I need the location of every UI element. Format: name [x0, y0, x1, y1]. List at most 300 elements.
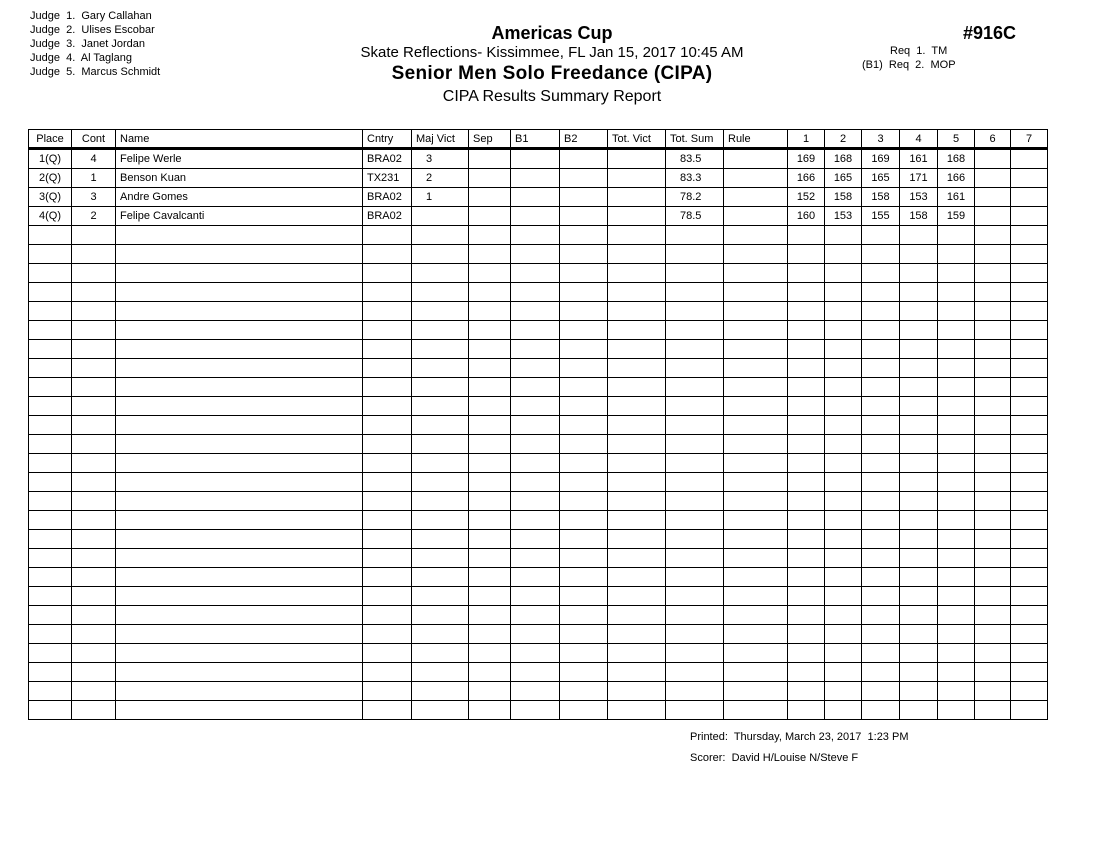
empty-cell — [900, 397, 938, 416]
empty-cell — [825, 454, 862, 473]
cell-judge-5: 166 — [938, 169, 975, 188]
empty-cell — [608, 359, 666, 378]
empty-cell — [29, 264, 72, 283]
judge-2: Judge 2. Ulises Escobar — [30, 24, 155, 36]
results-table — [28, 129, 1048, 720]
empty-cell — [825, 606, 862, 625]
cell-name: Felipe Cavalcanti — [116, 207, 363, 226]
empty-cell — [511, 644, 560, 663]
empty-cell — [560, 302, 608, 321]
empty-cell — [724, 644, 788, 663]
empty-cell — [666, 321, 724, 340]
empty-cell — [825, 473, 862, 492]
cell-judge-6 — [975, 188, 1011, 207]
empty-cell — [788, 492, 825, 511]
cell-judge-2: 153 — [825, 207, 862, 226]
empty-cell — [116, 473, 363, 492]
empty-cell — [363, 321, 412, 340]
empty-cell — [724, 321, 788, 340]
empty-cell — [975, 359, 1011, 378]
empty-cell — [412, 625, 469, 644]
empty-table-row — [29, 302, 1048, 321]
empty-cell — [938, 644, 975, 663]
column-header-name: Name — [116, 130, 363, 149]
empty-cell — [900, 530, 938, 549]
empty-cell — [1011, 587, 1048, 606]
empty-cell — [469, 644, 511, 663]
empty-cell — [862, 435, 900, 454]
empty-cell — [412, 321, 469, 340]
cell-judge-3: 165 — [862, 169, 900, 188]
empty-cell — [1011, 321, 1048, 340]
empty-cell — [560, 587, 608, 606]
cell-sep — [469, 207, 511, 226]
cell-rule — [724, 149, 788, 169]
empty-cell — [724, 245, 788, 264]
empty-cell — [72, 359, 116, 378]
empty-cell — [1011, 625, 1048, 644]
empty-cell — [825, 283, 862, 302]
empty-cell — [938, 492, 975, 511]
empty-cell — [900, 283, 938, 302]
empty-cell — [412, 454, 469, 473]
empty-cell — [608, 606, 666, 625]
empty-cell — [862, 701, 900, 720]
requirement-2: (B1) Req 2. MOP — [862, 59, 956, 71]
empty-cell — [666, 264, 724, 283]
empty-cell — [116, 682, 363, 701]
empty-cell — [666, 473, 724, 492]
empty-cell — [666, 492, 724, 511]
empty-cell — [116, 378, 363, 397]
empty-cell — [938, 283, 975, 302]
empty-cell — [363, 245, 412, 264]
empty-table-row — [29, 226, 1048, 245]
empty-cell — [938, 378, 975, 397]
judge-3: Judge 3. Janet Jordan — [30, 38, 145, 50]
column-header-b2: B2 — [560, 130, 608, 149]
cell-cont: 3 — [72, 188, 116, 207]
cell-judge-3: 169 — [862, 149, 900, 169]
empty-cell — [469, 473, 511, 492]
empty-cell — [975, 416, 1011, 435]
empty-cell — [975, 511, 1011, 530]
empty-table-row — [29, 264, 1048, 283]
empty-cell — [1011, 492, 1048, 511]
empty-cell — [825, 625, 862, 644]
empty-cell — [412, 568, 469, 587]
empty-table-row — [29, 245, 1048, 264]
empty-cell — [938, 416, 975, 435]
empty-cell — [1011, 568, 1048, 587]
empty-cell — [788, 701, 825, 720]
empty-cell — [825, 549, 862, 568]
empty-table-row — [29, 682, 1048, 701]
empty-cell — [116, 701, 363, 720]
empty-cell — [608, 644, 666, 663]
empty-cell — [724, 340, 788, 359]
empty-cell — [511, 378, 560, 397]
cell-rule — [724, 169, 788, 188]
empty-cell — [666, 549, 724, 568]
empty-cell — [608, 454, 666, 473]
empty-cell — [412, 587, 469, 606]
table-row — [29, 169, 1048, 188]
empty-cell — [469, 682, 511, 701]
empty-cell — [608, 625, 666, 644]
empty-cell — [1011, 701, 1048, 720]
empty-cell — [72, 625, 116, 644]
empty-cell — [1011, 340, 1048, 359]
empty-cell — [862, 321, 900, 340]
cell-judge-5: 161 — [938, 188, 975, 207]
empty-cell — [825, 264, 862, 283]
empty-cell — [666, 625, 724, 644]
empty-cell — [363, 435, 412, 454]
empty-cell — [29, 682, 72, 701]
empty-cell — [666, 530, 724, 549]
empty-cell — [29, 663, 72, 682]
column-header-sep: Sep — [469, 130, 511, 149]
empty-cell — [862, 245, 900, 264]
empty-cell — [862, 473, 900, 492]
cell-maj-vict — [412, 207, 469, 226]
empty-cell — [511, 511, 560, 530]
empty-cell — [1011, 644, 1048, 663]
empty-cell — [72, 587, 116, 606]
empty-cell — [862, 511, 900, 530]
empty-cell — [900, 606, 938, 625]
empty-cell — [938, 568, 975, 587]
empty-table-row — [29, 663, 1048, 682]
empty-table-row — [29, 340, 1048, 359]
empty-cell — [469, 530, 511, 549]
empty-cell — [825, 682, 862, 701]
empty-cell — [825, 587, 862, 606]
cell-cntry: TX231 — [363, 169, 412, 188]
empty-cell — [862, 682, 900, 701]
empty-cell — [72, 549, 116, 568]
empty-cell — [116, 530, 363, 549]
empty-cell — [412, 701, 469, 720]
empty-cell — [900, 701, 938, 720]
empty-cell — [560, 435, 608, 454]
empty-cell — [938, 682, 975, 701]
empty-cell — [469, 378, 511, 397]
cell-name: Andre Gomes — [116, 188, 363, 207]
empty-table-row — [29, 625, 1048, 644]
empty-cell — [72, 302, 116, 321]
empty-cell — [1011, 511, 1048, 530]
report-title: CIPA Results Summary Report — [442, 88, 662, 105]
empty-cell — [363, 302, 412, 321]
empty-cell — [116, 321, 363, 340]
empty-cell — [72, 378, 116, 397]
empty-table-row — [29, 435, 1048, 454]
table-header-row — [29, 130, 1048, 149]
empty-cell — [116, 226, 363, 245]
empty-cell — [116, 245, 363, 264]
empty-cell — [862, 492, 900, 511]
empty-cell — [938, 264, 975, 283]
empty-cell — [724, 302, 788, 321]
empty-table-row — [29, 606, 1048, 625]
cell-tot-vict — [608, 149, 666, 169]
empty-cell — [666, 587, 724, 606]
cell-b1 — [511, 188, 560, 207]
empty-cell — [975, 587, 1011, 606]
empty-cell — [469, 511, 511, 530]
empty-cell — [788, 416, 825, 435]
empty-cell — [666, 682, 724, 701]
empty-cell — [862, 340, 900, 359]
empty-cell — [560, 283, 608, 302]
empty-cell — [825, 530, 862, 549]
column-header-tot-vict: Tot. Vict — [608, 130, 666, 149]
empty-cell — [938, 302, 975, 321]
empty-cell — [469, 663, 511, 682]
empty-cell — [29, 454, 72, 473]
cell-tot-vict — [608, 188, 666, 207]
empty-cell — [788, 226, 825, 245]
empty-cell — [72, 245, 116, 264]
empty-cell — [724, 378, 788, 397]
empty-cell — [862, 549, 900, 568]
empty-cell — [608, 682, 666, 701]
empty-cell — [72, 473, 116, 492]
empty-table-row — [29, 644, 1048, 663]
empty-cell — [412, 663, 469, 682]
column-header-cont: Cont — [72, 130, 116, 149]
cell-rule — [724, 188, 788, 207]
judge-1: Judge 1. Gary Callahan — [30, 10, 152, 22]
cell-sep — [469, 188, 511, 207]
empty-cell — [363, 625, 412, 644]
empty-cell — [29, 492, 72, 511]
empty-cell — [724, 359, 788, 378]
empty-cell — [29, 378, 72, 397]
empty-cell — [975, 264, 1011, 283]
empty-cell — [72, 511, 116, 530]
empty-cell — [900, 587, 938, 606]
empty-cell — [511, 625, 560, 644]
empty-cell — [788, 682, 825, 701]
empty-cell — [511, 226, 560, 245]
empty-cell — [469, 435, 511, 454]
empty-cell — [412, 549, 469, 568]
empty-cell — [511, 454, 560, 473]
empty-cell — [788, 625, 825, 644]
empty-cell — [666, 435, 724, 454]
empty-cell — [29, 701, 72, 720]
empty-cell — [72, 530, 116, 549]
empty-cell — [666, 511, 724, 530]
empty-cell — [469, 587, 511, 606]
column-header-cntry: Cntry — [363, 130, 412, 149]
empty-cell — [72, 340, 116, 359]
empty-cell — [29, 397, 72, 416]
empty-cell — [29, 245, 72, 264]
empty-cell — [938, 359, 975, 378]
empty-cell — [469, 340, 511, 359]
empty-cell — [788, 359, 825, 378]
empty-cell — [666, 397, 724, 416]
empty-cell — [469, 264, 511, 283]
empty-cell — [363, 511, 412, 530]
empty-cell — [72, 416, 116, 435]
empty-cell — [666, 663, 724, 682]
empty-cell — [72, 435, 116, 454]
empty-cell — [788, 530, 825, 549]
empty-cell — [608, 549, 666, 568]
empty-cell — [900, 644, 938, 663]
empty-cell — [788, 283, 825, 302]
empty-cell — [825, 435, 862, 454]
cell-cont: 4 — [72, 149, 116, 169]
empty-cell — [862, 663, 900, 682]
empty-cell — [938, 606, 975, 625]
empty-cell — [72, 606, 116, 625]
empty-cell — [900, 473, 938, 492]
empty-cell — [975, 663, 1011, 682]
empty-cell — [900, 435, 938, 454]
cell-cntry: BRA02 — [363, 188, 412, 207]
empty-cell — [1011, 416, 1048, 435]
empty-cell — [469, 492, 511, 511]
empty-cell — [469, 625, 511, 644]
empty-cell — [975, 397, 1011, 416]
empty-cell — [363, 663, 412, 682]
empty-cell — [788, 340, 825, 359]
empty-cell — [511, 549, 560, 568]
empty-cell — [116, 397, 363, 416]
empty-cell — [560, 511, 608, 530]
empty-cell — [724, 454, 788, 473]
empty-cell — [900, 682, 938, 701]
empty-cell — [412, 492, 469, 511]
empty-cell — [900, 568, 938, 587]
empty-cell — [975, 682, 1011, 701]
empty-cell — [788, 473, 825, 492]
empty-cell — [116, 511, 363, 530]
empty-cell — [938, 397, 975, 416]
cell-judge-4: 153 — [900, 188, 938, 207]
empty-cell — [608, 302, 666, 321]
empty-table-row — [29, 492, 1048, 511]
empty-cell — [116, 454, 363, 473]
empty-cell — [29, 644, 72, 663]
empty-table-row — [29, 454, 1048, 473]
empty-cell — [788, 568, 825, 587]
empty-cell — [975, 606, 1011, 625]
empty-cell — [975, 454, 1011, 473]
empty-cell — [116, 663, 363, 682]
empty-cell — [724, 226, 788, 245]
empty-cell — [560, 264, 608, 283]
empty-cell — [975, 340, 1011, 359]
empty-cell — [975, 625, 1011, 644]
empty-cell — [560, 492, 608, 511]
empty-cell — [666, 701, 724, 720]
empty-cell — [29, 302, 72, 321]
empty-cell — [975, 283, 1011, 302]
empty-cell — [825, 226, 862, 245]
empty-cell — [862, 625, 900, 644]
empty-cell — [608, 587, 666, 606]
empty-cell — [608, 701, 666, 720]
empty-cell — [116, 644, 363, 663]
empty-cell — [608, 264, 666, 283]
empty-cell — [900, 492, 938, 511]
empty-cell — [975, 530, 1011, 549]
empty-cell — [511, 245, 560, 264]
empty-cell — [72, 682, 116, 701]
report-footer — [690, 727, 909, 769]
empty-cell — [560, 226, 608, 245]
empty-cell — [666, 454, 724, 473]
empty-cell — [116, 283, 363, 302]
empty-cell — [788, 587, 825, 606]
empty-table-row — [29, 701, 1048, 720]
empty-cell — [788, 511, 825, 530]
empty-cell — [363, 397, 412, 416]
empty-cell — [363, 283, 412, 302]
empty-cell — [900, 378, 938, 397]
empty-cell — [560, 321, 608, 340]
empty-cell — [560, 397, 608, 416]
requirements — [862, 44, 956, 72]
empty-cell — [560, 644, 608, 663]
empty-cell — [666, 416, 724, 435]
empty-cell — [862, 606, 900, 625]
empty-cell — [724, 397, 788, 416]
empty-cell — [666, 245, 724, 264]
empty-cell — [469, 245, 511, 264]
empty-cell — [900, 625, 938, 644]
empty-cell — [666, 226, 724, 245]
column-header-place: Place — [29, 130, 72, 149]
empty-cell — [363, 416, 412, 435]
empty-cell — [511, 473, 560, 492]
cell-b1 — [511, 149, 560, 169]
empty-cell — [975, 226, 1011, 245]
empty-cell — [469, 302, 511, 321]
empty-cell — [412, 435, 469, 454]
venue-datetime: Skate Reflections- Kissimmee, FL Jan 15, 2017 10:45 AM — [360, 44, 744, 61]
empty-cell — [412, 511, 469, 530]
empty-cell — [825, 416, 862, 435]
empty-cell — [608, 530, 666, 549]
empty-cell — [116, 587, 363, 606]
empty-cell — [724, 701, 788, 720]
cell-maj-vict: 1 — [412, 188, 469, 207]
empty-cell — [72, 226, 116, 245]
empty-cell — [412, 606, 469, 625]
empty-cell — [975, 549, 1011, 568]
cell-b2 — [560, 149, 608, 169]
cell-judge-7 — [1011, 149, 1048, 169]
empty-cell — [363, 454, 412, 473]
empty-cell — [900, 226, 938, 245]
empty-cell — [511, 606, 560, 625]
empty-cell — [788, 378, 825, 397]
empty-cell — [363, 682, 412, 701]
empty-cell — [724, 682, 788, 701]
empty-cell — [511, 530, 560, 549]
empty-cell — [1011, 264, 1048, 283]
cell-maj-vict: 2 — [412, 169, 469, 188]
empty-cell — [511, 340, 560, 359]
